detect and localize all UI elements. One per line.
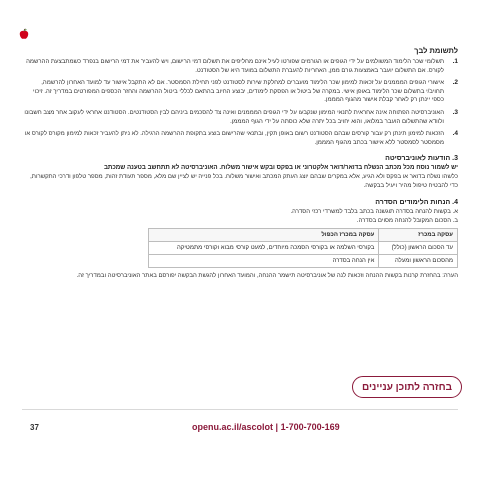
phone-number[interactable]: 1-700-700-169 [280, 422, 340, 432]
item-text: תשלומי שכר הלימוד המשולמים על ידי הגופים או הגורמים שפורטו לעיל אינם מחליפים את תשלום דמי הרישום, ויש להעביר את דמי הרישום בנפרד כשמתבצעת ההרשמה לקורס. אם התשלום יועבר באמצעות גורם ממן, האחריות להעברת התשלום במועד היא של הסטודנט. [26, 59, 444, 74]
section-title: 3. הודעות לאוניברסיטה [385, 155, 458, 163]
item-text: אישורי הגופים המממנים על זכאות למימון שכר הלימוד מועברים למחלקת שירות לסטודנט לפני תחילת הסמסטר. אם לא התקבל אישור עד למועד האחרון להרשמה, תחויב/י בתשלום שכר הלימוד באופן אישי. במקרה של ביטול או הפסקת לימודים, יבוצע החיוב בהתאם לכללי ביטול ההרשמה והחזר הכספים המפורטים במדריך זה. זיכוי כספי יינתן רק לאחר קבלת אישור מהגוף המממן. [33, 80, 444, 104]
section-bold-line: יש לשמור נוסח מכל מכתב הנשלח בדואר/דואר אלקטרוני או בפקס ובקש אישור משלוח. האוניברסיטה לא תתחשב בטענה שמכתב [103, 164, 458, 172]
footer [22, 420, 458, 436]
list-item [22, 109, 458, 126]
footer-divider [22, 409, 458, 410]
item-number: 1. [452, 58, 458, 65]
table-cell: אין הנחה בסדרה [149, 254, 379, 267]
list-item [22, 58, 458, 75]
table-header: עסקה במכרז הכפול [149, 228, 379, 241]
table-header-row [149, 228, 458, 241]
item-text: הזכאות למימון תינתן רק עבור קורסים שבהם הסטודנט רשום באופן תקין, ובתנאי שהרישום בוצע בתקופת ההרשמה הרגילה. לא ניתן להעביר זכאות למימון מקורס לקורס או מסמסטר לסמסטר ללא אישור בכתב מהגוף המממן. [24, 131, 444, 146]
document-body [22, 46, 458, 283]
item-number: 4. [452, 130, 458, 138]
item-number: 2. [452, 79, 458, 87]
fee-table [148, 228, 458, 268]
list-item [22, 130, 458, 147]
table-row [149, 254, 458, 267]
list-item [22, 79, 458, 105]
table-cell: מהסכום הראשון ומעלה [379, 254, 458, 267]
table-row [149, 241, 458, 254]
item-text: האוניברסיטה הפתוחה אינה אחראית לתנאי המימון שנקבעו על ידי הגופים המממנים ואינה צד להסכמים ביניהם לבין הסטודנטים. הסטודנט אחראי לעקוב אחר מצב חשבונו ולוודא שהתשלום הועבר במלואו, והוא יחויב בכל יתרה שלא כוסתה על ידי הגוף המממן. [24, 109, 444, 125]
note-text: הערה: בהחזרת קרנות בקשות ההנחה וזכאות לנה של אוניברסיטה תישמר ההנחה, והמועד האחרון להגשת הבקשה יפורסם באתר האוניברסיטה ובמדריך זה. [76, 272, 458, 279]
list-line: ב. הסכום המקובל להנחה מסוים בסדרה. [356, 218, 458, 225]
website-link[interactable]: openu.ac.il/ascolot [192, 422, 274, 432]
apple-icon [18, 28, 30, 40]
page-number: 37 [30, 423, 39, 432]
item-number: 3. [452, 108, 458, 116]
list-line: א. בקשות להנחה בסדרה תוגשנה בכתב בלבד למשרדי רכזי הסדרה. [290, 208, 458, 215]
back-to-toc-label: בחזרה לתוכן עניינים [362, 381, 452, 393]
footer-contact [192, 422, 340, 432]
table-header: עסקה במכרז [379, 228, 458, 241]
section-paragraph: כלשהו נשלח בדואר או בפקס ולא הגיע, אלא במקרים שבהם יוצג העתק המכתב ואישור משלוח. בכל פנייה יש לציין שם מלא, מספר תעודת זהות, מספר טלפון ודרכי התקשרות, כדי להבטיח טיפול מהיר ויעיל בבקשה. [30, 174, 458, 189]
table-cell: בקורסי השלמה או בקורסי הסמכה מיוחדים, למעט קורסי מבוא וקורסי מתמטיקה [149, 241, 379, 254]
section-title: לתשומת לבך [414, 46, 458, 55]
footer-separator: | [275, 422, 279, 432]
section-title: 4. הנחות הלימודים הסדרה [375, 198, 458, 206]
back-to-toc-button[interactable] [352, 376, 462, 398]
table-cell: עד הסכום הראשון (כולל) [379, 241, 458, 254]
